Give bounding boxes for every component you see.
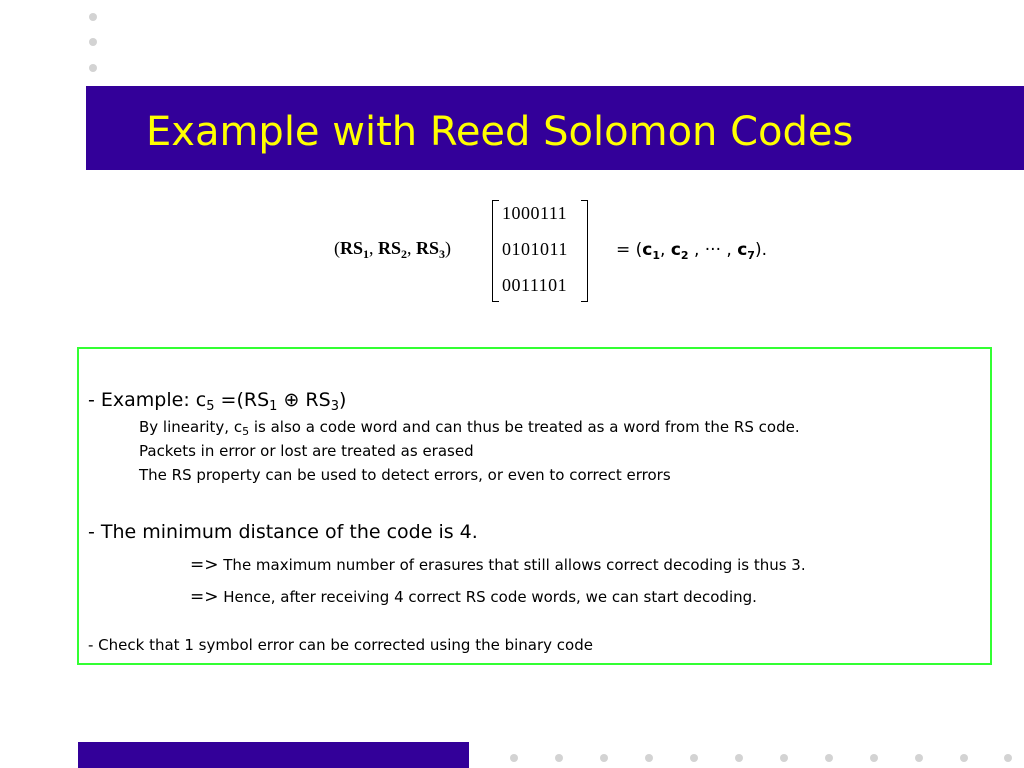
decorative-dot — [89, 38, 97, 46]
vector-separator: , — [407, 238, 412, 258]
matrix-right-bracket — [581, 200, 588, 302]
generator-matrix — [492, 200, 588, 300]
decorative-dot — [915, 754, 923, 762]
decorative-dot — [1004, 754, 1012, 762]
vector-close-paren: ) — [445, 238, 452, 258]
decorative-dot — [690, 754, 698, 762]
result-term-sub: 1 — [652, 249, 661, 262]
arrow-glyph: => — [190, 587, 219, 607]
vector-separator: , — [369, 238, 374, 258]
vector-term: RS — [378, 238, 402, 258]
matrix-left-bracket — [492, 200, 499, 302]
vector-term: RS — [416, 238, 440, 258]
example-sub: 1 — [269, 399, 278, 414]
example-op: ⊕ RS — [277, 389, 331, 411]
result-term: c — [642, 240, 653, 260]
decorative-dot — [600, 754, 608, 762]
property-line: The RS property can be used to detect errors, or even to correct errors — [139, 466, 671, 484]
footer-bar — [78, 742, 469, 768]
result-term: c — [670, 240, 681, 260]
check-line: - Check that 1 symbol error can be corrected using the binary code — [88, 636, 593, 654]
rs-vector — [334, 236, 451, 266]
matrix-row: 0101011 — [502, 239, 568, 259]
example-prefix: - Example: c — [88, 389, 207, 411]
vector-term: RS — [340, 238, 364, 258]
packets-line: Packets in error or lost are treated as erased — [139, 442, 474, 460]
slide-title: Example with Reed Solomon Codes — [146, 109, 854, 155]
decorative-dot — [510, 754, 518, 762]
linearity-sub: 5 — [242, 425, 250, 438]
decorative-dot — [89, 64, 97, 72]
hence-line — [190, 587, 757, 607]
arrow-glyph: => — [190, 555, 219, 575]
linearity-rest: is also a code word and can thus be treated as a word from the RS code. — [249, 418, 800, 436]
example-sub: 3 — [330, 399, 339, 414]
decorative-dot — [89, 13, 97, 21]
erasures-text: The maximum number of erasures that still allows correct decoding is thus 3. — [218, 556, 806, 574]
hence-text: Hence, after receiving 4 correct RS code words, we can start decoding. — [218, 588, 757, 606]
decorative-dot — [825, 754, 833, 762]
matrix-equation — [330, 196, 830, 306]
vector-term-sub: 3 — [439, 247, 446, 261]
example-sub: 5 — [206, 399, 215, 414]
decorative-dot — [870, 754, 878, 762]
linearity-line — [139, 417, 800, 442]
codeword-result: = ($c_1$, $c_2$ , ··· , $c_7$). — [616, 240, 767, 262]
decorative-dot — [735, 754, 743, 762]
example-mid: =(RS — [214, 389, 270, 411]
min-distance-line: - The minimum distance of the code is 4. — [88, 521, 478, 543]
decorative-dot — [960, 754, 968, 762]
vector-term-sub: 2 — [401, 247, 408, 261]
matrix-row: 0011101 — [502, 275, 568, 295]
result-term-sub: 2 — [680, 249, 689, 262]
decorative-dot — [645, 754, 653, 762]
example-close: ) — [338, 389, 347, 411]
result-term: c — [737, 240, 748, 260]
decorative-dot — [555, 754, 563, 762]
result-suffix: ). — [754, 240, 767, 260]
vector-term-sub: 1 — [363, 247, 370, 261]
erasures-line — [190, 555, 806, 575]
result-ellipsis: ··· — [704, 240, 721, 260]
result-term-sub: 7 — [747, 249, 755, 262]
vector-open-paren: ( — [334, 238, 340, 258]
example-line — [88, 388, 346, 419]
result-prefix: = ( — [616, 240, 643, 260]
linearity-prefix: By linearity, c — [139, 418, 243, 436]
decorative-dot — [780, 754, 788, 762]
matrix-row: 1000111 — [502, 203, 568, 223]
